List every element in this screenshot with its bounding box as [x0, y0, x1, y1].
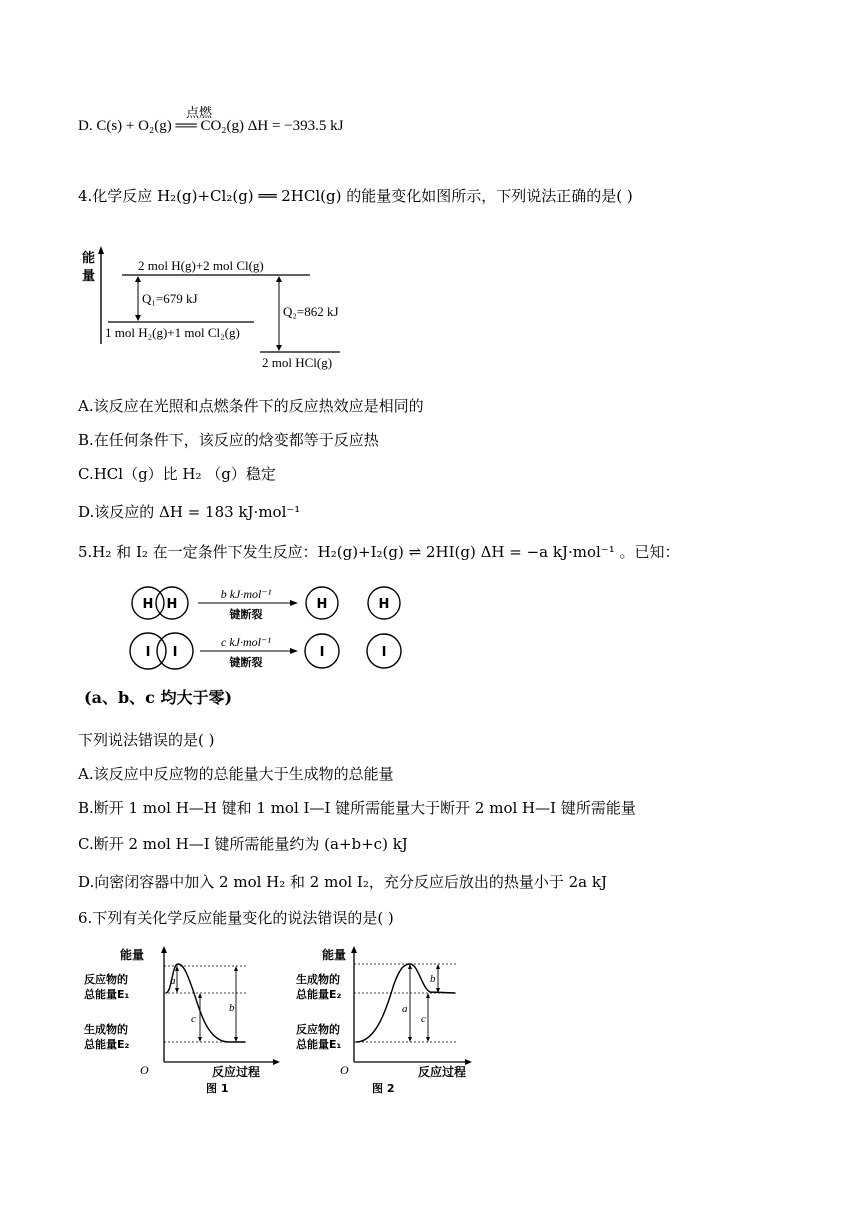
- fig2-y-label: 能量: [322, 948, 347, 962]
- fig2-lower-label-1: 反应物的: [296, 1023, 340, 1036]
- q6-figure-2: [290, 940, 490, 1095]
- fig1-y-label: 能量: [120, 948, 145, 962]
- q5-note: (a、b、c 均大于零): [84, 688, 233, 707]
- q5-i-atom-1: I: [145, 645, 151, 660]
- fig1-lower-label-2: 总能量E₂: [84, 1038, 130, 1051]
- q4-q1-label: Q₁=679 kJ: [142, 291, 198, 306]
- q5-option-d: D.向密闭容器中加入 2 mol H₂ 和 2 mol I₂，充分反应后放出的热量小于 2a kJ: [78, 873, 607, 891]
- q5-bond-diagram: [126, 584, 416, 674]
- q5-option-b: B.断开 1 mol H—H 键和 1 mol I—I 键所需能量大于断开 2 mol H—I 键所需能量: [78, 799, 636, 817]
- q3-option-d-prefix: D.: [78, 118, 93, 134]
- q5-stem: 5.H₂ 和 I₂ 在一定条件下发生反应：H₂(g)+I₂(g) ⇌ 2HI(g) ΔH = −a kJ·mol⁻¹ 。已知：: [78, 543, 680, 561]
- fig1-upper-label-2: 总能量E₁: [84, 988, 130, 1001]
- q4-q2-label: Q₂=862 kJ: [283, 304, 339, 319]
- q4-stem: 4.化学反应 H₂(g)+Cl₂(g) ══ 2HCl(g) 的能量变化如图所示，下列说法正确的是( ): [78, 187, 633, 205]
- q4-energy-diagram: [78, 244, 368, 379]
- fig1-upper-label-1: 反应物的: [84, 973, 128, 986]
- q5-h-atom-2: H: [166, 597, 178, 612]
- q5-h-atom-3: H: [316, 597, 328, 612]
- fig1-origin: O: [140, 1063, 149, 1077]
- fig2-x-label: 反应过程: [418, 1065, 467, 1079]
- q5-row1-action: 键断裂: [229, 608, 263, 621]
- fig2-a-label: a: [402, 1003, 408, 1015]
- q4-option-a: A.该反应在光照和点燃条件下的反应热效应是相同的: [78, 397, 424, 415]
- q5-h-atom-4: H: [378, 597, 390, 612]
- fig1-lower-label-1: 生成物的: [84, 1023, 128, 1036]
- fig1-c-label: c: [191, 1013, 196, 1025]
- q6-figure-1: [80, 940, 280, 1095]
- q5-i-atom-3: I: [319, 645, 325, 660]
- q5-prompt: 下列说法错误的是( ): [78, 731, 215, 749]
- q5-h-atom-1: H: [142, 597, 154, 612]
- fig2-lower-label-2: 总能量E₁: [296, 1038, 342, 1051]
- q5-i-atom-4: I: [381, 645, 387, 660]
- fig2-b-label: b: [430, 973, 436, 985]
- fig2-origin: O: [340, 1063, 349, 1077]
- q5-b-energy: b kJ·mol⁻¹: [220, 587, 272, 601]
- q4-mid-level: 1 mol H₂(g)+1 mol Cl₂(g): [105, 325, 240, 340]
- q4-top-level: 2 mol H(g)+2 mol Cl(g): [138, 258, 264, 273]
- fig1-x-label: 反应过程: [212, 1065, 261, 1079]
- fig1-a-label: a: [170, 975, 176, 987]
- fig2-upper-label-2: 总能量E₂: [296, 988, 342, 1001]
- q5-option-c: C.断开 2 mol H—I 键所需能量约为 (a+b+c) kJ: [78, 835, 408, 853]
- fig2-caption: 图 2: [372, 1082, 395, 1095]
- q3-option-d-equation: C(s) + O₂(g) ══ CO₂(g) ΔH = −393.5 kJ: [96, 118, 344, 134]
- fig2-upper-label-1: 生成物的: [296, 973, 340, 986]
- fig1-b-label: b: [229, 1002, 235, 1014]
- q3-ignition-condition: 点燃: [186, 106, 213, 121]
- q4-y-label-2: 量: [82, 269, 96, 284]
- fig1-caption: 图 1: [206, 1082, 229, 1095]
- q4-bottom-level: 2 mol HCl(g): [262, 355, 333, 370]
- q5-c-energy: c kJ·mol⁻¹: [221, 635, 271, 649]
- q4-option-b: B.在任何条件下，该反应的焓变都等于反应热: [78, 431, 379, 449]
- q4-option-d: D.该反应的 ΔH = 183 kJ·mol⁻¹: [78, 503, 301, 521]
- q4-y-label-1: 能: [82, 251, 96, 266]
- fig2-c-label: c: [421, 1013, 426, 1025]
- q6-stem: 6.下列有关化学反应能量变化的说法错误的是( ): [78, 909, 394, 927]
- q5-row2-action: 键断裂: [229, 656, 263, 669]
- q5-i-atom-2: I: [172, 645, 178, 660]
- q4-option-c: C.HCl（g）比 H₂ （g）稳定: [78, 465, 276, 483]
- q5-option-a: A.该反应中反应物的总能量大于生成物的总能量: [78, 765, 394, 783]
